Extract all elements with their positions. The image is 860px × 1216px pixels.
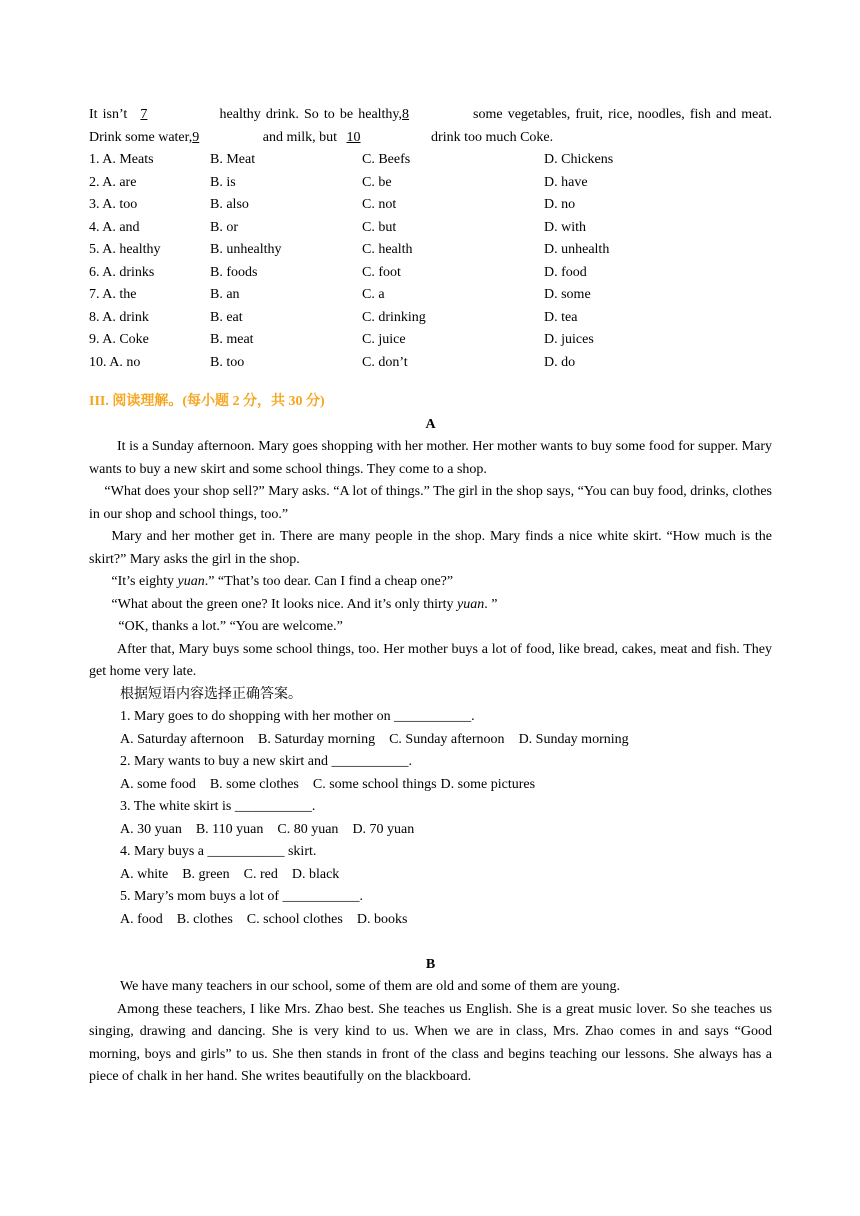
answer-option: D. Sunday morning bbox=[518, 731, 629, 747]
option: B. meat bbox=[210, 332, 254, 347]
option: D. some bbox=[544, 287, 591, 302]
question-options bbox=[89, 774, 772, 797]
question: 1. Mary goes to do shopping with her mother on ___________. bbox=[120, 709, 475, 724]
passage-paragraph: “What does your shop sell?” Mary asks. “A lot of things.” The girl in the shop says, “You can buy food, drinks, clothes in our shop and school things, too.” bbox=[89, 484, 772, 522]
section-title: III. 阅读理解。(每小题 2 分，共 30 分) bbox=[89, 394, 325, 409]
option: C. juice bbox=[362, 332, 406, 347]
answer-option: B. Saturday morning bbox=[258, 731, 376, 747]
option: D. juices bbox=[544, 332, 594, 347]
question: 3. The white skirt is ___________. bbox=[120, 799, 316, 814]
blank-10: 10 bbox=[346, 129, 361, 145]
option: D. with bbox=[544, 219, 586, 235]
option-row bbox=[89, 239, 772, 262]
question-options bbox=[89, 909, 772, 932]
option: C. Beefs bbox=[362, 152, 411, 167]
spacer bbox=[89, 931, 772, 954]
question: 4. Mary buys a ___________ skirt. bbox=[120, 844, 317, 859]
question: 5. Mary’s mom buys a lot of ___________. bbox=[120, 889, 364, 904]
option: C. but bbox=[362, 219, 397, 235]
answer-option: C. Sunday afternoon bbox=[389, 731, 505, 747]
option: 8. A. drink bbox=[89, 309, 149, 325]
answer-option: B. clothes bbox=[176, 911, 233, 927]
blank-9: 9 bbox=[192, 129, 200, 145]
option: 4. A. and bbox=[89, 219, 140, 235]
option: 10. A. no bbox=[89, 354, 141, 370]
option: B. Meat bbox=[210, 152, 256, 167]
option: D. do bbox=[544, 354, 576, 370]
answer-option: D. black bbox=[291, 866, 340, 882]
option: 3. A. too bbox=[89, 197, 138, 212]
passage-paragraph: Among these teachers, I like Mrs. Zhao best. She teaches us English. She is a great music lover. So she teaches us singing, drawing and dancing. She is very kind to us. When we are in class, Mrs. Zhao comes in and says “Good morning, boys and girls” to us. She then stands in front of the class and begins teaching our lessons. She always has a piece of chalk in her hand. She writes beautifully on the blackboard. bbox=[89, 1001, 772, 1084]
blank-8: 8 bbox=[402, 107, 410, 122]
option: 1. A. Meats bbox=[89, 152, 154, 167]
answer-option: A. white bbox=[120, 866, 169, 882]
option: C. health bbox=[362, 242, 413, 257]
option: B. too bbox=[210, 354, 245, 370]
option: D. no bbox=[544, 197, 576, 212]
cloze-text: some vegetables, fruit, rice, noodles, fish and meat. Drink some water, bbox=[89, 107, 772, 145]
answer-option: A. some food bbox=[120, 776, 196, 792]
passage-heading-a: A bbox=[425, 416, 436, 432]
answer-option: D. some pictures bbox=[440, 776, 536, 792]
passage-paragraph bbox=[89, 594, 772, 617]
option: C. a bbox=[362, 287, 385, 302]
cloze-options bbox=[89, 149, 772, 374]
passage-paragraph: We have many teachers in our school, some of them are old and some of them are young. bbox=[120, 979, 620, 994]
option: B. unhealthy bbox=[210, 242, 282, 257]
dialogue-text: . ” bbox=[484, 596, 498, 612]
option-row bbox=[89, 149, 772, 172]
passage-paragraph: Mary and her mother get in. There are many people in the shop. Mary finds a nice white skirt. “How much is the skirt?” Mary asks the girl in the shop. bbox=[89, 529, 772, 567]
option-row bbox=[89, 217, 772, 240]
dialogue-text: yuan bbox=[457, 596, 485, 612]
passage-paragraph: It is a Sunday afternoon. Mary goes shopping with her mother. Her mother wants to buy some food for supper. Mary wants to buy a new skirt and some school things. They come to a shop. bbox=[89, 439, 772, 477]
option: D. food bbox=[544, 264, 587, 280]
answer-option: C. school clothes bbox=[246, 911, 343, 927]
passage-paragraph bbox=[89, 571, 772, 594]
question-options bbox=[89, 819, 772, 842]
cloze-text: drink too much Coke. bbox=[427, 129, 554, 145]
dialogue-text: .” “That’s too dear. Can I find a cheap one?” bbox=[204, 574, 454, 589]
option: B. eat bbox=[210, 309, 243, 325]
instruction: 根据短语内容选择正确答案。 bbox=[120, 686, 302, 702]
passage-paragraph: After that, Mary buys some school things, too. Her mother buys a lot of food, like bread, cakes, meat and fish. They get home very late. bbox=[89, 641, 772, 679]
question: 2. Mary wants to buy a new skirt and ___________. bbox=[120, 754, 413, 769]
answer-option: B. some clothes bbox=[209, 776, 299, 792]
answer-option: D. 70 yuan bbox=[352, 821, 415, 837]
answer-option: A. food bbox=[120, 911, 163, 927]
option: C. be bbox=[362, 174, 392, 190]
dialogue-text: yuan bbox=[177, 574, 205, 589]
option: D. Chickens bbox=[544, 152, 614, 167]
option: 9. A. Coke bbox=[89, 332, 149, 347]
answer-option: D. books bbox=[356, 911, 408, 927]
option: C. drinking bbox=[362, 309, 426, 325]
cloze-passage-end bbox=[89, 104, 772, 149]
option: B. is bbox=[210, 174, 236, 190]
blank-7: 7 bbox=[140, 107, 148, 122]
option-row bbox=[89, 352, 772, 375]
option-row bbox=[89, 329, 772, 352]
option: C. don’t bbox=[362, 354, 408, 370]
option-row bbox=[89, 172, 772, 195]
answer-option: A. 30 yuan bbox=[120, 821, 182, 837]
answer-option: C. some school things bbox=[312, 776, 437, 792]
option-row bbox=[89, 307, 772, 330]
option: C. foot bbox=[362, 264, 401, 280]
option: D. tea bbox=[544, 309, 578, 325]
option: B. an bbox=[210, 287, 240, 302]
option: D. unhealth bbox=[544, 242, 610, 257]
answer-option: C. 80 yuan bbox=[277, 821, 339, 837]
passage-heading-b: B bbox=[425, 956, 436, 972]
answer-option: A. Saturday afternoon bbox=[120, 731, 245, 747]
cloze-text: It isn’t bbox=[89, 107, 133, 122]
option: D. have bbox=[544, 174, 588, 190]
option-row bbox=[89, 262, 772, 285]
option: B. also bbox=[210, 197, 249, 212]
option: B. foods bbox=[210, 264, 258, 280]
cloze-text: and milk, but bbox=[259, 129, 341, 145]
option: 5. A. healthy bbox=[89, 242, 161, 257]
option-row bbox=[89, 194, 772, 217]
dialogue-text: “It’s eighty bbox=[111, 574, 178, 589]
option: B. or bbox=[210, 219, 238, 235]
answer-option: B. green bbox=[182, 866, 230, 882]
option: 6. A. drinks bbox=[89, 264, 155, 280]
option: C. not bbox=[362, 197, 397, 212]
dialogue-text: “What about the green one? It looks nice. And it’s only thirty bbox=[111, 596, 458, 612]
passage-paragraph: “OK, thanks a lot.” “You are welcome.” bbox=[118, 619, 343, 634]
question-options bbox=[89, 864, 772, 887]
option: 2. A. are bbox=[89, 174, 137, 190]
option: 7. A. the bbox=[89, 287, 137, 302]
page-content bbox=[89, 104, 772, 1089]
answer-option: C. red bbox=[243, 866, 278, 882]
option-row bbox=[89, 284, 772, 307]
answer-option: B. 110 yuan bbox=[195, 821, 264, 837]
question-options bbox=[89, 729, 772, 752]
cloze-text: healthy drink. So to be healthy, bbox=[214, 107, 403, 122]
